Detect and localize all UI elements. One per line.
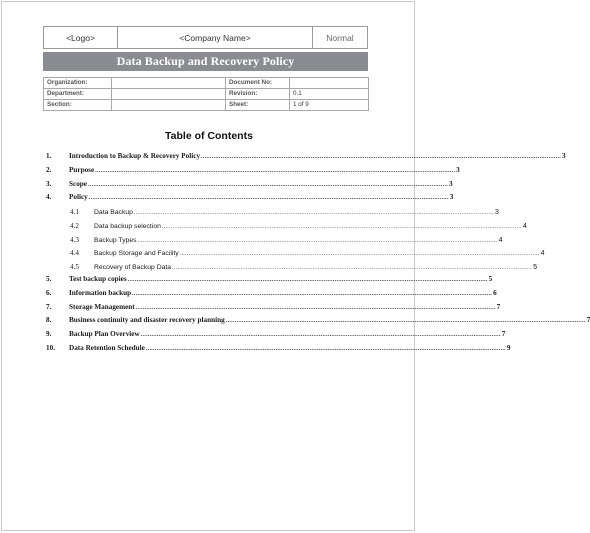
toc-dot-leader: ........................................................................................................................................................................................................ [135,305,496,311]
toc-entry[interactable] [46,179,453,190]
toc-entry-number: 3. [46,180,52,188]
toc-page-number: 3 [449,193,454,201]
toc-page-number: 7 [586,316,590,324]
toc-entry-title[interactable]: Backup Plan Overview [69,330,140,338]
toc-entry[interactable] [46,288,497,299]
toc-page-number: 4 [540,248,545,257]
info-row [44,78,369,89]
toc-heading: Table of Contents [165,130,253,142]
logo-placeholder: <Logo> [44,27,118,48]
toc-entry-title[interactable]: Test backup copies [69,275,127,283]
document-page [1,1,590,531]
info-label: Sheet: [226,100,290,111]
toc-entry-title[interactable]: Policy [69,193,88,201]
document-header [43,26,368,49]
toc-entry[interactable] [46,247,545,258]
info-row [44,100,369,111]
info-label: Organization: [44,78,112,89]
toc-page-number: 9 [506,344,511,352]
toc-entry-number: 4.3 [70,236,79,244]
toc-page-number: 6 [493,289,497,297]
toc-page-number: 3 [562,152,566,160]
toc-entry-title[interactable]: Backup Types [94,237,137,244]
info-value: 0.1 [290,89,369,100]
toc-entry[interactable] [46,220,527,231]
toc-page-number: 3 [494,207,499,216]
info-row [44,89,369,100]
toc-entry-title[interactable]: Data backup selection [94,223,161,230]
toc-entry-number: 5. [46,275,52,283]
toc-entry[interactable] [46,315,590,326]
toc-entry[interactable] [46,151,566,162]
toc-entry[interactable] [46,165,460,176]
toc-dot-leader: ........................................................................................................................................................................................................ [137,238,498,244]
toc-entry[interactable] [46,343,511,354]
toc-entry-number: 9. [46,330,52,338]
toc-dot-leader: ........................................................................................................................................................................................................ [172,265,533,271]
toc-dot-leader: ........................................................................................................................................................................................................ [132,291,493,297]
toc-dot-leader: ........................................................................................................................................................................................................ [95,168,456,174]
toc-page-number: 4 [522,221,527,230]
toc-dot-leader: ........................................................................................................................................................................................................ [140,332,501,338]
info-label: Section: [44,100,112,111]
toc-entry[interactable] [46,302,501,313]
toc-page-number: 3 [448,180,453,188]
document-title: Data Backup and Recovery Policy [43,52,368,71]
document-info-table [43,77,369,111]
info-value [112,89,226,100]
toc-entry-number: 10. [46,344,55,352]
info-value [112,78,226,89]
toc-entry-title[interactable]: Storage Management [69,303,135,311]
toc-page-number: 4 [498,235,503,244]
classification-label: Normal [326,32,354,43]
toc-entry[interactable] [46,261,538,272]
toc-entry-title[interactable]: Business continuity and disaster recovery planning [69,316,225,324]
toc-page-number: 7 [496,303,501,311]
toc-page-number: 7 [501,330,506,338]
toc-entry[interactable] [46,329,506,340]
info-label: Revision: [226,89,290,100]
toc-entry[interactable] [46,234,503,245]
company-name: <Company Name> [118,27,313,48]
info-value [290,78,369,89]
toc-entry-number: 1. [46,152,52,160]
toc-dot-leader: ........................................................................................................................................................................................................ [127,277,488,283]
toc-dot-leader: ........................................................................................................................................................................................................ [201,154,562,160]
toc-dot-leader: ........................................................................................................................................................................................................ [145,346,506,352]
toc-entry-title[interactable]: Information backup [69,289,132,297]
info-label: Department: [44,89,112,100]
toc-entry[interactable] [46,274,493,285]
info-label: Document No: [226,78,290,89]
toc-entry-title[interactable]: Data Backup [94,209,133,216]
toc-dot-leader: ........................................................................................................................................................................................................ [87,182,448,188]
toc-entry-number: 8. [46,316,52,324]
toc-dot-leader: ........................................................................................................................................................................................................ [88,195,449,201]
toc-entry-number: 4.2 [70,222,79,230]
toc-entry-title[interactable]: Backup Storage and Facility [94,250,179,257]
toc-entry-number: 4.1 [70,208,79,216]
toc-page-number: 3 [456,166,460,174]
toc-entry-title[interactable]: Scope [69,180,87,188]
toc-page-number: 5 [488,275,493,283]
toc-entry-number: 7. [46,303,52,311]
toc-entry[interactable] [46,206,499,217]
toc-entry-number: 6. [46,289,52,297]
toc-entry-number: 4.4 [70,249,79,257]
toc-entry[interactable] [46,192,454,203]
toc-entry-title[interactable]: Data Retention Schedule [69,344,145,352]
toc-entry-number: 4. [46,193,52,201]
toc-dot-leader: ........................................................................................................................................................................................................ [179,251,540,257]
toc-page-number: 5 [533,262,538,271]
toc-entry-title[interactable]: Purpose [69,166,95,174]
info-value: 1 of 9 [290,100,369,111]
info-value [112,100,226,111]
toc-entry-title[interactable]: Recovery of Backup Data [94,264,172,271]
toc-entry-title[interactable]: Introduction to Backup & Recovery Policy [69,152,201,160]
toc-entry-number: 4.5 [70,263,79,271]
toc-dot-leader: ........................................................................................................................................................................................................ [161,224,522,230]
toc-dot-leader: ........................................................................................................................................................................................................ [133,210,494,216]
toc-dot-leader: ........................................................................................................................................................................................................ [225,318,586,324]
toc-entry-number: 2. [46,166,52,174]
